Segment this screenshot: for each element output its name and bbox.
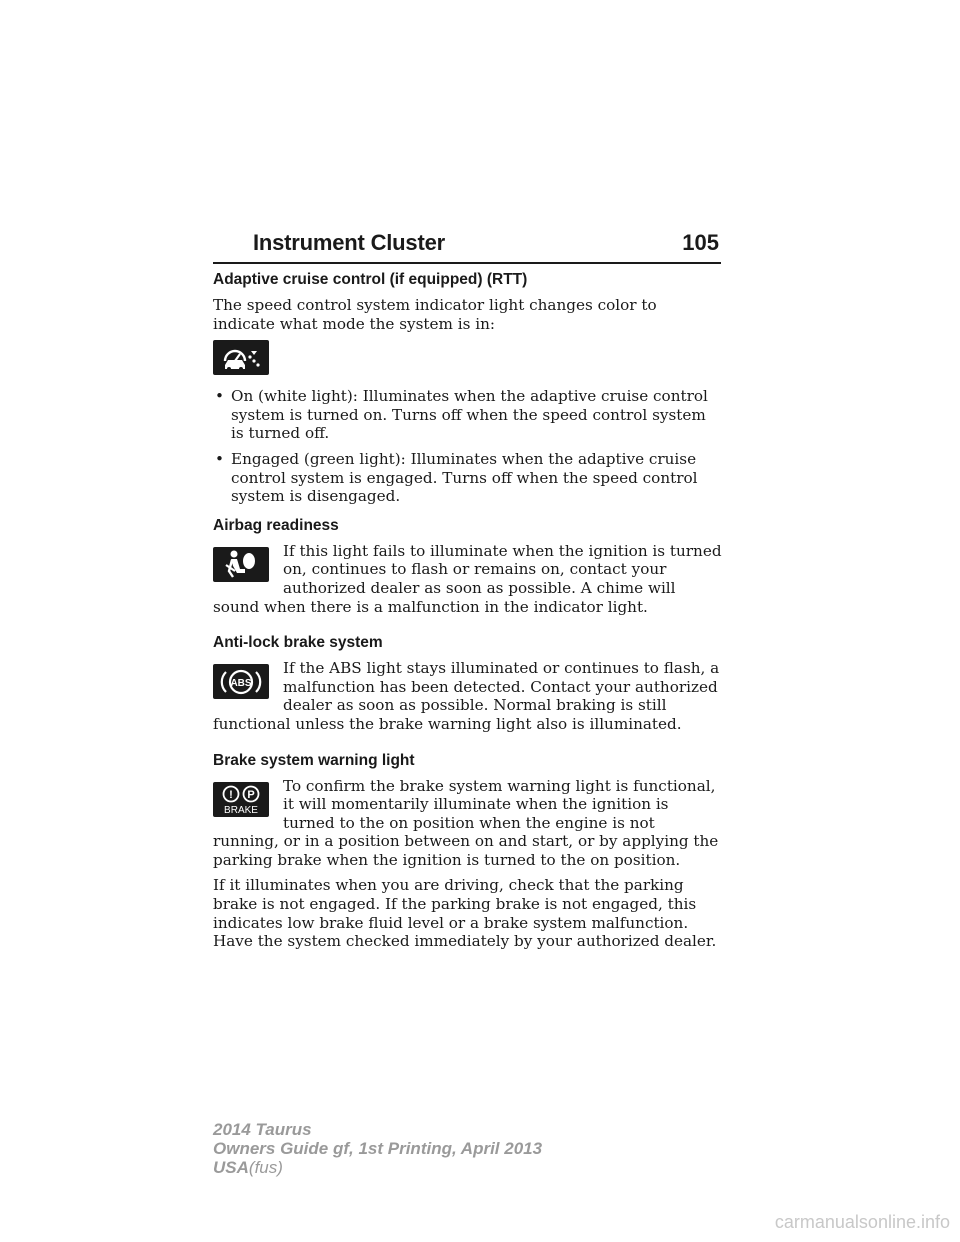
paragraph: If this light fails to illuminate when the ignition is turned on, continues to flash or remains on, contact your authorized dealer as soon as possible. A chime will sound when there is a malfunction in the indicator light. [213, 541, 722, 616]
abs-icon-label: ABS [230, 677, 252, 689]
section-anti-lock-brake [213, 633, 723, 740]
paragraph: If it illuminates when you are driving, check that the parking brake is not engaged. If the parking brake is not engaged, this indicates low brake fluid level or a brake system malfunction. Have the system checked immediately by your authorized dealer. [213, 876, 717, 951]
airbag-icon [213, 547, 269, 582]
section-airbag-readiness [213, 516, 723, 623]
paragraph: To confirm the brake system warning light is functional, it will momentarily illuminate when the ignition is turned to the on position when the engine is not running, or in a position between on and start, or by applying the parking brake when the ignition is turned to the on position. [213, 776, 719, 869]
paragraph: If the ABS light stays illuminated or continues to flash, a malfunction has been detected. Contact your authorized dealer as soon as possible. Normal braking is still functional unless the brake warning light also is illuminated. [213, 659, 720, 733]
footer-region-code: USA [213, 1158, 249, 1177]
page-content [213, 270, 723, 968]
brake-glyph [216, 783, 266, 816]
bullet-mark: • [215, 387, 224, 406]
list-item [213, 387, 723, 443]
bullet-list [213, 387, 723, 506]
footer-edition: Owners Guide gf, 1st Printing, April 2013 [213, 1139, 543, 1158]
brake-icon-label: BRAKE [224, 804, 258, 816]
watermark: carmanualsonline.info [774, 1212, 950, 1232]
footer-model: 2014 Taurus [213, 1120, 312, 1139]
brake-exclamation: ! [229, 788, 233, 801]
section-brake-system-warning [213, 751, 723, 958]
footer-region-suffix: (fus) [248, 1158, 283, 1177]
section-heading: Brake system warning light [213, 751, 415, 769]
abs-icon [213, 664, 269, 699]
list-item-text: Engaged (green light): Illuminates when the adaptive cruise control system is engaged. Turns off when the speed control system is disengaged. [231, 449, 698, 506]
section-heading: Anti-lock brake system [213, 634, 383, 652]
bullet-mark: • [215, 449, 224, 468]
section-heading: Airbag readiness [213, 516, 339, 534]
list-item-text: On (white light): Illuminates when the adaptive cruise control system is turned on. Turns off when the speed control system is turned off. [231, 387, 708, 443]
paragraph: The speed control system indicator light changes color to indicate what mode the system is in: [213, 296, 657, 333]
document-footer [213, 1120, 542, 1177]
section-adaptive-cruise-control [213, 270, 723, 506]
brake-parking-p: P [247, 788, 255, 801]
adaptive-cruise-icon [213, 340, 269, 375]
adaptive-cruise-glyph [219, 343, 263, 373]
section-heading: Adaptive cruise control (if equipped) (RTT) [213, 271, 528, 288]
list-item [213, 450, 723, 506]
page-header [213, 228, 721, 264]
brake-warning-icon [213, 782, 269, 817]
footer-region [213, 1158, 542, 1177]
airbag-glyph [221, 549, 261, 579]
page-title: Instrument Cluster [253, 230, 445, 255]
page-number: 105 [682, 230, 719, 255]
abs-glyph [219, 666, 263, 698]
